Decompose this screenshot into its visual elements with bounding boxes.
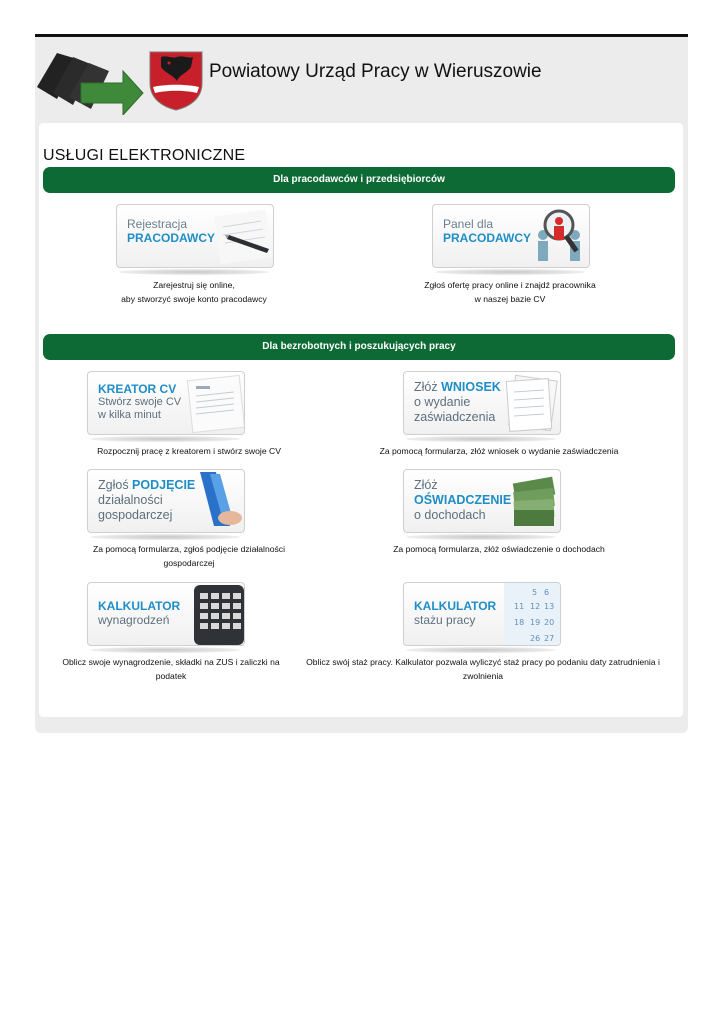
main-content <box>39 123 683 717</box>
employers-section-header: Dla pracodawców i przedsiębiorców <box>43 167 675 193</box>
pup-cards-arrow-logo[interactable] <box>37 49 145 115</box>
tile-shadow <box>119 269 269 275</box>
employer-panel-desc <box>379 278 641 306</box>
certificate-request-desc: Za pomocą formularza, złóż wniosek o wydanie zaświadczenia <box>379 446 619 456</box>
svg-text:13: 13 <box>544 602 555 611</box>
magnifier-people-icon <box>529 205 589 267</box>
svg-text:11: 11 <box>514 602 525 611</box>
svg-text:18: 18 <box>514 618 525 627</box>
salary-calculator-tile[interactable] <box>87 582 245 646</box>
employer-panel-tile[interactable] <box>432 204 590 268</box>
svg-text:26: 26 <box>530 634 541 643</box>
blue-folder-hand-icon <box>196 470 244 532</box>
income-statement-desc: Za pomocą formularza, złóż oświadczenie o dochodach <box>393 544 605 554</box>
tile-line1: KREATOR CV <box>98 382 177 396</box>
tile-line2: PRACODAWCY <box>127 231 216 245</box>
cv-document-icon <box>182 372 244 434</box>
calendar-icon <box>504 583 560 645</box>
svg-text:6: 6 <box>544 588 550 597</box>
desc-line2: gospodarczej <box>163 558 215 568</box>
tile-line1: Panel dla <box>443 217 494 231</box>
tile-line1b: WNIOSEK <box>441 380 501 394</box>
desc-line2: w naszej bazie CV <box>474 294 546 304</box>
employer-registration-tile[interactable] <box>116 204 274 268</box>
tile-line2: wynagrodzeń <box>98 613 170 627</box>
site-title: Powiatowy Urząd Pracy w Wieruszowie <box>209 61 542 82</box>
desc-line1: Oblicz swoje wynagrodzenie, składki na ZUS i zaliczki na <box>62 657 280 667</box>
tile-shadow <box>435 269 585 275</box>
page-frame <box>35 34 688 733</box>
desc-line2: podatek <box>155 671 187 681</box>
svg-text:20: 20 <box>544 618 555 627</box>
tile-line2: o wydanie <box>414 395 471 409</box>
cv-creator-desc: Rozpocznij pracę z kreatorem i stwórz swoje CV <box>97 446 281 456</box>
desc-line2: aby stworzyć swoje konto pracodawcy <box>121 294 267 304</box>
business-start-desc <box>59 542 319 570</box>
calculator-icon <box>190 583 244 645</box>
svg-text:27: 27 <box>544 634 555 643</box>
tile-line1: KALKULATOR <box>414 599 497 613</box>
business-start-tile[interactable] <box>87 469 245 533</box>
tile-shadow <box>90 647 240 653</box>
tile-line1: Rejestracja <box>127 217 188 231</box>
seniority-calculator-tile[interactable] <box>403 582 561 646</box>
employer-registration-desc <box>59 278 329 306</box>
seniority-calculator-desc <box>301 655 665 683</box>
svg-text:12: 12 <box>530 602 541 611</box>
tile-line2: działalności <box>98 493 163 507</box>
cv-creator-tile[interactable] <box>87 371 245 435</box>
tile-shadow <box>90 436 240 442</box>
form-pages-icon <box>500 372 560 434</box>
income-statement-tile[interactable] <box>403 469 561 533</box>
svg-text:19: 19 <box>530 618 541 627</box>
tile-line1: KALKULATOR <box>98 599 181 613</box>
desc-line1: Zgłoś ofertę pracy online i znajdź pracownika <box>424 280 596 290</box>
desc-line2: zwolnienia <box>462 671 504 681</box>
tile-line1: Złóż <box>414 478 438 492</box>
tile-line2: Stwórz swoje CV <box>98 396 182 408</box>
tile-line2: OŚWIADCZENIE <box>414 493 512 507</box>
site-header <box>35 37 688 119</box>
desc-line1: Za pomocą formularza, zgłoś podjęcie działalności <box>92 544 286 554</box>
pen-document-icon <box>211 205 273 267</box>
tile-line1a: Zgłoś <box>98 478 133 492</box>
tile-line3: w kilka minut <box>98 409 161 421</box>
tile-line3: o dochodach <box>414 508 486 522</box>
tile-line1b: PODJĘCIE <box>132 478 196 492</box>
tile-shadow <box>406 647 556 653</box>
tile-line3: gospodarczej <box>98 508 173 522</box>
certificate-request-tile[interactable] <box>403 371 561 435</box>
tile-line2: stażu pracy <box>414 613 476 627</box>
wieruszow-coat-of-arms <box>149 51 203 111</box>
tile-line1a: Złóż <box>414 380 442 394</box>
tile-shadow <box>406 436 556 442</box>
unemployed-section-header: Dla bezrobotnych i poszukujących pracy <box>43 334 675 360</box>
tile-shadow <box>406 534 556 540</box>
svg-text:5: 5 <box>532 588 538 597</box>
tile-line2: PRACODAWCY <box>443 231 532 245</box>
tile-line3: zaświadczenia <box>414 410 496 424</box>
tile-shadow <box>90 534 240 540</box>
banknotes-icon <box>508 470 560 532</box>
page-title: USŁUGI ELEKTRONICZNE <box>43 147 246 164</box>
desc-line1: Zarejestruj się online, <box>153 280 235 290</box>
salary-calculator-desc <box>53 655 289 683</box>
desc-line1: Oblicz swój staż pracy. Kalkulator pozwala wyliczyć staż pracy po podaniu daty zatrudnienia i <box>306 657 660 667</box>
